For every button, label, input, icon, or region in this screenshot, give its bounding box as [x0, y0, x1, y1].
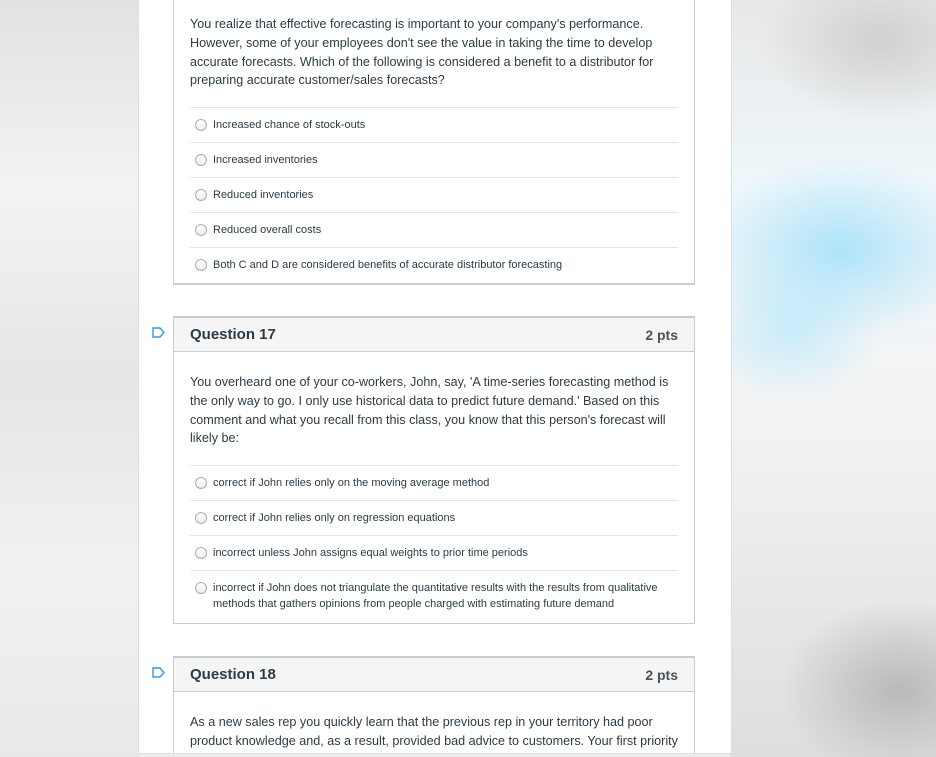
answer-label: Reduced overall costs [213, 224, 322, 237]
background-right [730, 0, 936, 757]
question-18 [173, 656, 695, 754]
radio-button-icon[interactable] [195, 154, 207, 166]
question-17 [173, 316, 695, 624]
radio-button-icon[interactable] [195, 119, 207, 131]
answer-label: Reduced inventories [213, 189, 314, 202]
bookmark-flag-icon[interactable] [152, 327, 165, 338]
answer-label: correct if John relies only on the moving average method [213, 477, 490, 490]
question-points: 2 pts [645, 326, 678, 343]
answer-option[interactable] [190, 570, 678, 621]
answer-option[interactable] [190, 142, 678, 177]
radio-button-icon[interactable] [195, 512, 207, 524]
question-points: 2 pts [645, 666, 678, 683]
question-16-text: You realize that effective forecasting is important to your company's performance. However, some of your employees don't see the value in taking the time to develop accurate forecasts. Which of the following is considered a benefit to a distributor for preparing accurate customer/sales forecasts? [190, 17, 654, 88]
answer-label: incorrect unless John assigns equal weights to prior time periods [213, 547, 528, 560]
answer-option[interactable] [190, 177, 678, 212]
bookmark-flag-icon[interactable] [152, 667, 165, 678]
answer-label: correct if John relies only on regression equations [213, 512, 456, 525]
background-left [0, 0, 138, 757]
answer-label: Both C and D are considered benefits of accurate distributor forecasting [213, 259, 563, 272]
answer-option[interactable] [190, 535, 678, 570]
answer-option[interactable] [190, 500, 678, 535]
question-16 [173, 0, 695, 285]
answer-option[interactable] [190, 465, 678, 500]
question-title: Question 17 [190, 326, 276, 343]
radio-button-icon[interactable] [195, 477, 207, 489]
question-17-text: You overheard one of your co-workers, John, say, 'A time-series forecasting method is the only way to go. I only use historical data to predict future demand.' Based on this comment and what you recall from this class, you know that this person's forecast will likely be: [190, 375, 669, 446]
question-16-answers [190, 107, 678, 282]
radio-button-icon[interactable] [195, 189, 207, 201]
radio-button-icon[interactable] [195, 582, 207, 594]
answer-label: incorrect if John does not triangulate the quantitative results with the results from qualitative methods that gathers opinions from people charged with estimating future demand [213, 582, 658, 611]
question-18-text: As a new sales rep you quickly learn that the previous rep in your territory had poor product knowledge and, as a result, provided bad advice to customers. Your first priority [190, 715, 678, 748]
answer-option[interactable] [190, 247, 678, 282]
question-title: Question 18 [190, 666, 276, 683]
question-17-answers [190, 465, 678, 621]
answer-option[interactable] [190, 212, 678, 247]
answer-label: Increased inventories [213, 154, 318, 167]
radio-button-icon[interactable] [195, 224, 207, 236]
radio-button-icon[interactable] [195, 547, 207, 559]
answer-option[interactable] [190, 107, 678, 142]
question-18-header [174, 658, 694, 692]
quiz-page [138, 0, 732, 754]
question-17-header [174, 318, 694, 352]
answer-label: Increased chance of stock-outs [213, 119, 366, 132]
radio-button-icon[interactable] [195, 259, 207, 271]
